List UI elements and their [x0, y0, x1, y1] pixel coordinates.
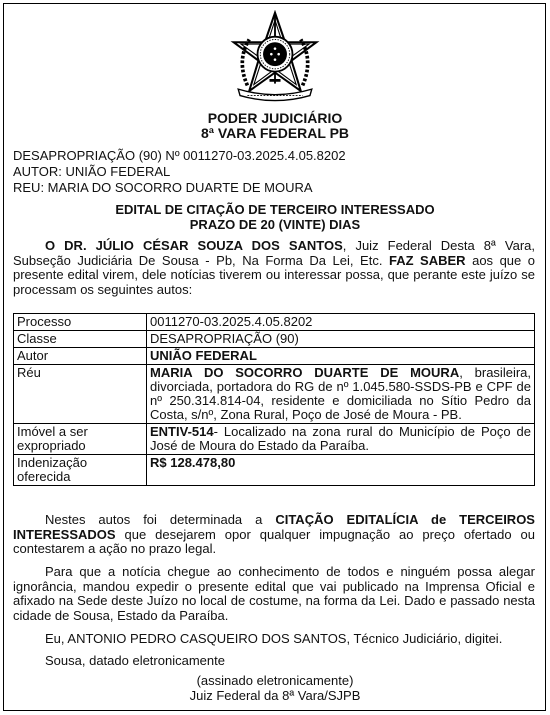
imovel-code: ENTIV-514: [150, 424, 214, 439]
case-class-number: DESAPROPRIAÇÃO (90) Nº 0011270-03.2025.4.05.8202: [13, 148, 346, 163]
case-plaintiff: AUTOR: UNIÃO FEDERAL: [13, 164, 171, 179]
case-defendant: REU: MARIA DO SOCORRO DUARTE DE MOURA: [13, 180, 313, 195]
autor-value: UNIÃO FEDERAL: [147, 348, 535, 365]
typist-line: Eu, ANTONIO PEDRO CASQUEIRO DOS SANTOS, Técnico Judiciário, digitei.: [45, 631, 503, 646]
classe-label: Classe: [14, 331, 147, 348]
processo-value: 0011270-03.2025.4.05.8202: [147, 314, 535, 331]
court-name: PODER JUDICIÁRIO: [207, 110, 343, 126]
intro-text-2: aos que o presente edital virem, dele notícias tiverem ou interessar possa, que perante este juízo se processam os seguintes autos:: [13, 252, 536, 297]
intro-paragraph: [13, 239, 535, 297]
intro-text-1: , Juiz Federal Desta 8ª Vara, Subseção Judiciária De Sousa - Pb, Na Forma Da Lei, Etc.: [13, 238, 535, 268]
imovel-value: [147, 424, 535, 455]
citation-text-2: que desejarem opor qualquer impugnação ao preço ofertado ou contestarem a ação no prazo legal.: [13, 526, 535, 556]
citation-paragraph: [13, 513, 535, 557]
indenizacao-value: R$ 128.478,80: [147, 455, 535, 486]
judge-name: O DR. JÚLIO CÉSAR SOUZA DOS SANTOS: [45, 238, 343, 253]
date-line: Sousa, datado eletronicamente: [45, 653, 225, 668]
table-row: [14, 424, 535, 455]
citation-text-1: Nestes autos foi determinada a: [45, 512, 276, 527]
signature-title: Juiz Federal da 8ª Vara/SJPB: [189, 688, 361, 703]
imovel-label: Imóvel a ser expropriado: [14, 424, 147, 455]
table-row: [14, 331, 535, 348]
table-row: [14, 314, 535, 331]
signature-note: (assinado eletronicamente): [196, 673, 354, 688]
imovel-details: - Localizado na zona rural do Município de Poço de José de Moura do Estado da Paraíba.: [150, 424, 531, 453]
processo-label: Processo: [14, 314, 147, 331]
edict-deadline: PRAZO DE 20 (VINTE) DIAS: [189, 217, 361, 232]
classe-value: DESAPROPRIAÇÃO (90): [147, 331, 535, 348]
court-branch: 8ª VARA FEDERAL PB: [200, 125, 350, 141]
reu-value: [147, 365, 535, 424]
reu-label: Réu: [14, 365, 147, 424]
publication-paragraph: Para que a notícia chegue ao conhecimento de todos e ninguém possa alegar ignorância, mandou expedir o presente edital que vai publicado na Imprensa Oficial e afixado na Sede deste Juízo no local de costume, na forma da Lei. Dado e passado nesta cidade de Sousa, Estado da Paraíba.: [13, 564, 535, 623]
faz-saber: FAZ SABER: [388, 252, 466, 268]
indenizacao-label: Indenização oferecida: [14, 455, 147, 486]
table-row: [14, 365, 535, 424]
reu-name: MARIA DO SOCORRO DUARTE DE MOURA: [150, 365, 460, 380]
case-details-table: [13, 313, 535, 486]
autor-label: Autor: [14, 348, 147, 365]
edict-title: EDITAL DE CITAÇÃO DE TERCEIRO INTERESSADO: [115, 202, 435, 217]
citation-bold: CITAÇÃO EDITALÍCIA de TERCEIROS INTERESSADOS: [13, 512, 535, 542]
table-row: [14, 455, 535, 486]
table-row: [14, 348, 535, 365]
reu-details: , brasileira, divorciada, portadora do RG de nº 1.045.580-SSDS-PB e CPF de nº 250.314.814-04, residente e domiciliada no Sítio Pedro da Costa, s/nº, Zona Rural, Poço de José de Moura - PB.: [150, 365, 532, 422]
brazil-coat-of-arms-icon: [229, 10, 321, 102]
